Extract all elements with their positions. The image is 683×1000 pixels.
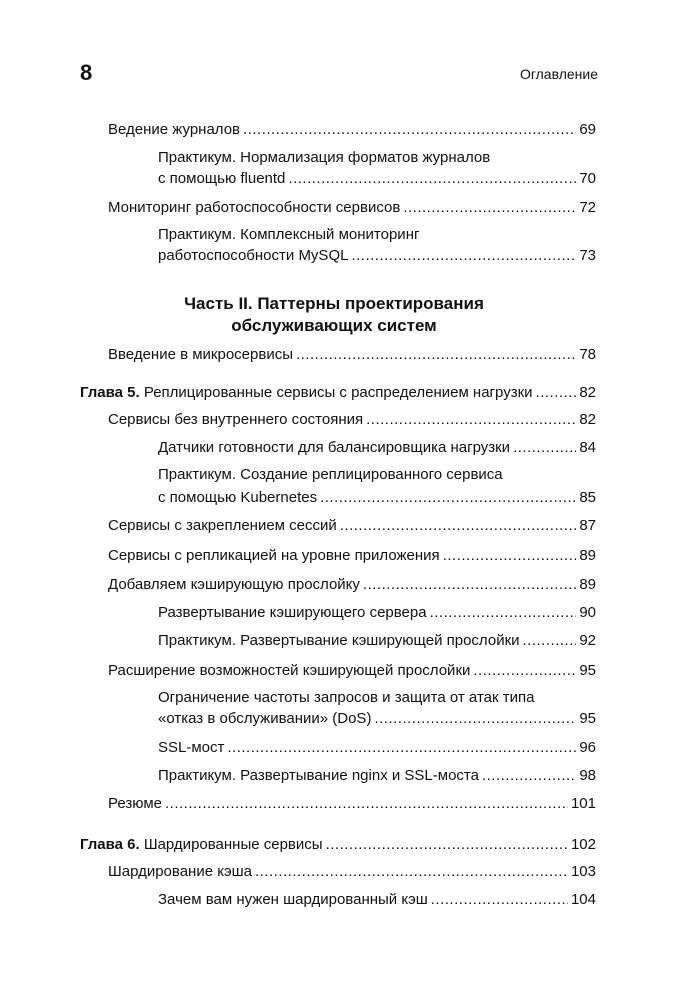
dot-leader — [431, 891, 568, 909]
dot-leader — [296, 346, 576, 364]
dot-leader — [326, 836, 568, 854]
page-number: 8 — [80, 60, 93, 85]
toc-entry — [108, 662, 596, 680]
toc-entry-page: 103 — [570, 863, 596, 880]
part-title — [80, 293, 588, 337]
toc-entry-title-line1: Практикум. Создание реплицированного сервиса — [158, 466, 503, 483]
toc-entry-page: 95 — [579, 710, 596, 727]
chapter-page: 82 — [579, 384, 596, 401]
toc-entry — [158, 170, 596, 188]
toc-entry-title: Развертывание кэширующего сервера — [158, 604, 427, 621]
toc-entry — [158, 767, 596, 785]
dot-leader — [482, 767, 576, 785]
dot-leader — [340, 517, 577, 535]
toc-entry — [108, 121, 596, 139]
dot-leader — [227, 739, 576, 757]
dot-leader — [366, 411, 576, 429]
toc-entry — [158, 632, 596, 650]
toc-entry-title: Датчики готовности для балансировщика нагрузки — [158, 439, 511, 456]
toc-entry — [108, 346, 596, 364]
toc-entry — [108, 411, 596, 429]
toc-entry — [108, 547, 596, 565]
toc-entry-page: 104 — [570, 891, 596, 908]
toc-entry-title: Мониторинг работоспособности сервисов — [108, 199, 401, 216]
toc-entry-title: Сервисы без внутреннего состояния — [108, 411, 364, 428]
toc-entry-page: 89 — [579, 576, 596, 593]
toc-entry-page: 92 — [579, 632, 596, 649]
chapter-label: Глава 5. Реплицированные сервисы с распределением нагрузки — [80, 384, 533, 401]
chapter-title: Реплицированные сервисы с распределением нагрузки — [143, 384, 533, 401]
dot-leader — [165, 795, 568, 813]
toc-entry-title: Сервисы с закреплением сессий — [108, 517, 337, 534]
toc-entry-title: Зачем вам нужен шардированный кэш — [158, 891, 428, 908]
part-title-line2: обслуживающих систем — [231, 316, 437, 335]
toc-entry-page: 69 — [579, 121, 596, 138]
toc-entry-page: 78 — [579, 346, 596, 363]
toc-entry-page: 70 — [579, 170, 596, 187]
toc-entry — [158, 489, 596, 507]
toc-entry-title: Резюме — [108, 795, 162, 812]
toc-entry-title: работоспособности MySQL — [158, 247, 349, 264]
part-title-line1: Часть II. Паттерны проектирования — [184, 294, 484, 313]
toc-entry-page: 98 — [579, 767, 596, 784]
toc-entry-page: 95 — [579, 662, 596, 679]
toc-entry-title-line1: Практикум. Комплексный мониторинг — [158, 226, 420, 243]
toc-entry-page: 72 — [579, 199, 596, 216]
toc-entry — [108, 863, 596, 881]
toc-entry-title-line1: Ограничение частоты запросов и защита от атак типа — [158, 689, 535, 706]
chapter-title: Шардированные сервисы — [143, 836, 323, 853]
toc-entry-title-line1: Практикум. Нормализация форматов журналов — [158, 149, 491, 166]
toc-entry-page: 87 — [579, 517, 596, 534]
toc-entry-title: Практикум. Развертывание nginx и SSL-моста — [158, 767, 479, 784]
toc-entry-title: с помощью Kubernetes — [158, 489, 318, 506]
dot-leader — [363, 576, 576, 594]
toc-entry-title: «отказ в обслуживании» (DoS) — [158, 710, 372, 727]
toc-entry — [158, 891, 596, 909]
toc-entry-title: Ведение журналов — [108, 121, 241, 138]
toc-entry-title: Сервисы с репликацией на уровне приложения — [108, 547, 440, 564]
toc-entry — [108, 517, 596, 535]
toc-entry-page: 84 — [579, 439, 596, 456]
dot-leader — [473, 662, 576, 680]
dot-leader — [255, 863, 568, 881]
toc-entry-title: Добавляем кэширующую прослойку — [108, 576, 360, 593]
toc-entry-page: 85 — [579, 489, 596, 506]
dot-leader — [523, 632, 577, 650]
running-title: Оглавление — [519, 66, 598, 82]
toc-entry-title: Шардирование кэша — [108, 863, 252, 880]
toc-entry — [108, 795, 596, 813]
toc-entry-title: SSL-мост — [158, 739, 225, 756]
toc-entry-page: 89 — [579, 547, 596, 564]
toc-entry — [158, 710, 596, 728]
toc-entry-page: 96 — [579, 739, 596, 756]
dot-leader — [351, 247, 576, 265]
toc-entry — [108, 576, 596, 594]
toc-entry-title: Введение в микросервисы — [108, 346, 293, 363]
dot-leader — [443, 547, 577, 565]
toc-entry — [158, 247, 596, 265]
toc-entry — [158, 739, 596, 757]
dot-leader — [320, 489, 576, 507]
dot-leader — [374, 710, 576, 728]
dot-leader — [430, 604, 577, 622]
toc-entry-page: 101 — [570, 795, 596, 812]
toc-entry-page: 90 — [579, 604, 596, 621]
dot-leader — [243, 121, 576, 139]
toc-entry — [158, 604, 596, 622]
dot-leader — [536, 384, 577, 402]
chapter-entry — [80, 384, 596, 402]
toc-entry-title: Расширение возможностей кэширующей прослойки — [108, 662, 471, 679]
toc-entry-title: с помощью fluentd — [158, 170, 286, 187]
toc-entry-title: Практикум. Развертывание кэширующей прослойки — [158, 632, 520, 649]
dot-leader — [288, 170, 576, 188]
toc-entry-page: 73 — [579, 247, 596, 264]
dot-leader — [513, 439, 576, 457]
toc-entry — [158, 439, 596, 457]
toc-entry — [108, 199, 596, 217]
chapter-page: 102 — [570, 836, 596, 853]
toc-entry-page: 82 — [579, 411, 596, 428]
dot-leader — [403, 199, 576, 217]
chapter-label: Глава 6. Шардированные сервисы — [80, 836, 323, 853]
chapter-entry — [80, 836, 596, 854]
